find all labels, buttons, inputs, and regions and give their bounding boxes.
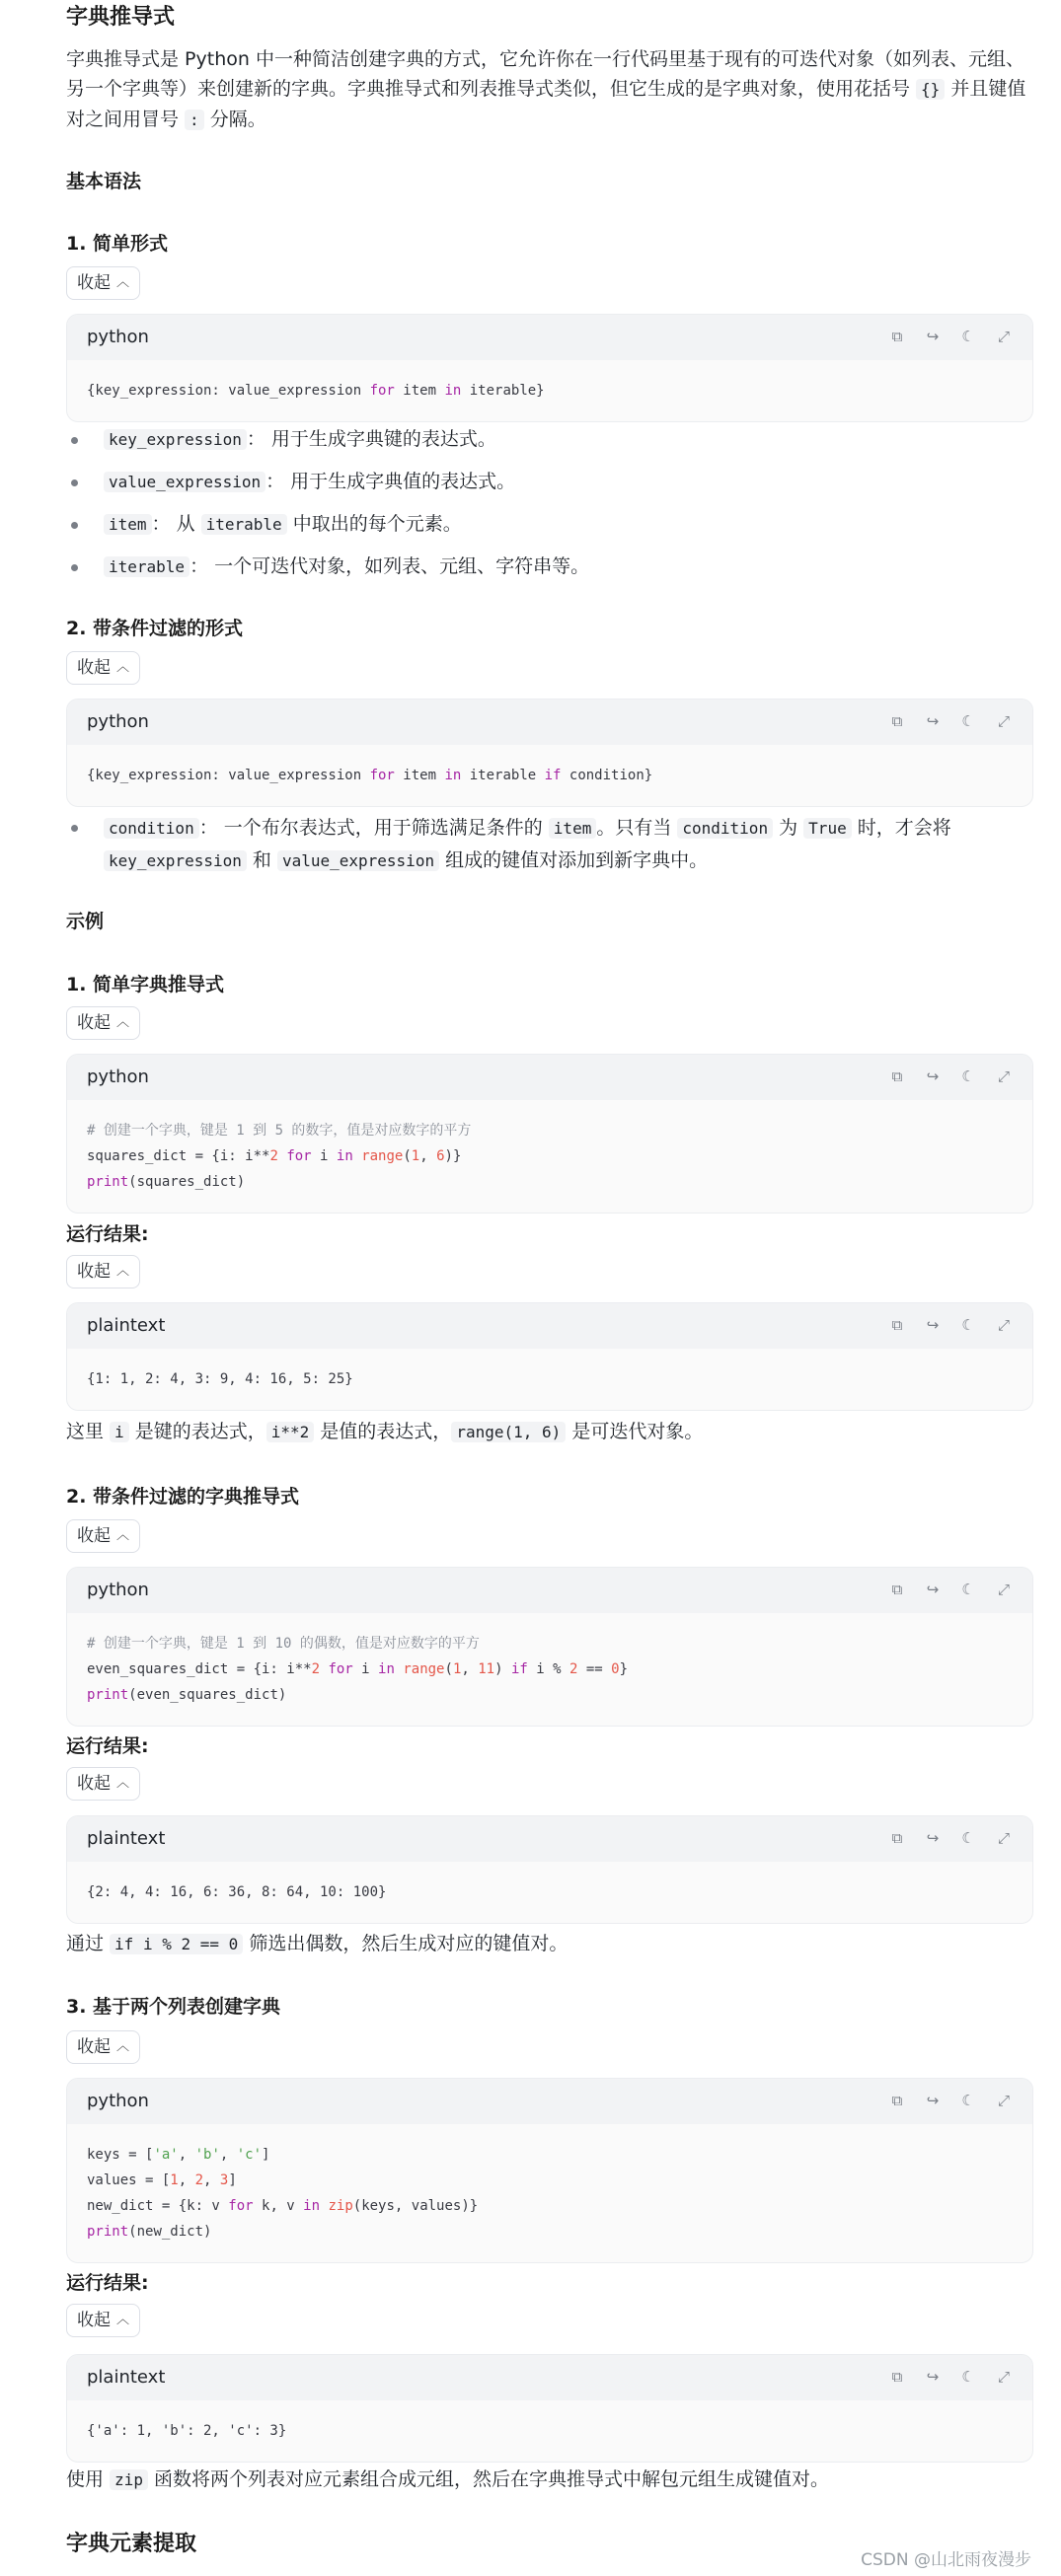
code-language: python: [87, 327, 149, 348]
code-toolbar: [888, 710, 1013, 733]
code-language: python: [87, 711, 149, 733]
theme-icon[interactable]: ☾: [961, 2092, 975, 2110]
chevron-up-icon: ︿: [116, 1014, 130, 1030]
chevron-up-icon: ︿: [116, 1775, 130, 1791]
collapse-button[interactable]: 收起 ︿: [66, 266, 140, 300]
list-item: key_expression ： 用于生成字典键的表达式。: [66, 424, 1033, 455]
code-block: [66, 2078, 1033, 2263]
theme-icon[interactable]: ☾: [961, 1829, 975, 1848]
code-block: [66, 1054, 1033, 1214]
expand-icon[interactable]: ⤢: [997, 1316, 1010, 1335]
code-content: {key_expression: value_expression for item in iterable}: [87, 383, 545, 399]
heading-example-3: 3. 基于两个列表创建字典: [66, 1996, 281, 2018]
code-header: [67, 1568, 1032, 1613]
theme-icon[interactable]: ☾: [961, 328, 975, 346]
share-icon[interactable]: ↪: [926, 2368, 940, 2387]
result-label: 运行结果:: [66, 1223, 149, 1245]
list-item: item ： 从 iterable 中取出的每个元素。: [66, 509, 1033, 540]
code-header: [67, 2355, 1032, 2400]
output-block: [66, 1302, 1033, 1411]
expand-icon[interactable]: ⤢: [997, 712, 1010, 731]
expand-icon[interactable]: ⤢: [997, 328, 1010, 346]
share-icon[interactable]: ↪: [926, 712, 940, 731]
copy-icon[interactable]: ⧉: [891, 1316, 903, 1335]
next-section-heading: 字典元素提取: [66, 2532, 197, 2556]
expand-icon[interactable]: ⤢: [997, 1067, 1010, 1086]
theme-icon[interactable]: ☾: [961, 1067, 975, 1086]
code-toolbar: [888, 1579, 1013, 1601]
code-block: [66, 1567, 1033, 1727]
chevron-up-icon: ︿: [116, 1527, 130, 1543]
chevron-up-icon: ︿: [116, 1263, 130, 1279]
heading-filtered-form: 2. 带条件过滤的形式: [66, 618, 244, 639]
copy-icon[interactable]: ⧉: [891, 1067, 903, 1086]
collapse-button[interactable]: 收起 ︿: [66, 2030, 140, 2064]
theme-icon[interactable]: ☾: [961, 1581, 975, 1599]
expand-icon[interactable]: ⤢: [997, 2368, 1010, 2387]
list-item: condition ： 一个布尔表达式，用于筛选满足条件的 item 。只有当 condition 为 True 时，才会将 key_expression 和 value_expression 组成的键值对添加到新字典中。: [66, 812, 1033, 877]
code-toolbar: [888, 2090, 1013, 2112]
theme-icon[interactable]: ☾: [961, 712, 975, 731]
example-1-note: 这里 i 是键的表达式， i**2 是值的表达式， range(1, 6) 是可迭代对象。: [66, 1421, 704, 1442]
code-content: keys = ['a', 'b', 'c'] values = [1, 2, 3] new_dict = {k: v for k, v in zip(keys, values)} print(new_dict): [87, 2147, 479, 2240]
collapse-button[interactable]: 收起 ︿: [66, 2304, 140, 2337]
expand-icon[interactable]: ⤢: [997, 1829, 1010, 1848]
code-block: [66, 699, 1033, 807]
intro-paragraph: 字典推导式是 Python 中一种简洁创建字典的方式，它允许你在一行代码里基于现有的可迭代对象（如列表、元组、另一个字典等）来创建新的字典。字典推导式和列表推导式类似，但它生成的是字典对象，使用花括号 {} 并且键值对之间用冒号 : 分隔。: [66, 48, 1026, 130]
copy-icon[interactable]: ⧉: [891, 2092, 903, 2110]
example-2-note: 通过 if i % 2 == 0 筛选出偶数，然后生成对应的键值对。: [66, 1933, 568, 1954]
code-content: # 创建一个字典，键是 1 到 5 的数字，值是对应数字的平方 squares_dict = {i: i**2 for i in range(1, 6)} print(squares_dict): [87, 1123, 472, 1190]
code-language: plaintext: [87, 1828, 166, 1850]
code-toolbar: [888, 1314, 1013, 1337]
output-block: [66, 1815, 1033, 1924]
code-content: {key_expression: value_expression for item in iterable if condition}: [87, 768, 653, 783]
copy-icon[interactable]: ⧉: [891, 328, 903, 346]
share-icon[interactable]: ↪: [926, 1829, 940, 1848]
code-toolbar: [888, 326, 1013, 348]
share-icon[interactable]: ↪: [926, 1067, 940, 1086]
bullet-list: [66, 424, 1033, 582]
theme-icon[interactable]: ☾: [961, 1316, 975, 1335]
copy-icon[interactable]: ⧉: [891, 1829, 903, 1848]
share-icon[interactable]: ↪: [926, 1581, 940, 1599]
code-language: plaintext: [87, 1315, 166, 1337]
collapse-button[interactable]: 收起 ︿: [66, 1006, 140, 1040]
code-toolbar: [888, 2366, 1013, 2389]
code-language: plaintext: [87, 2367, 166, 2389]
code-header: [67, 2079, 1032, 2124]
expand-icon[interactable]: ⤢: [997, 1581, 1010, 1599]
example-3-note: 使用 zip 函数将两个列表对应元素组合成元组，然后在字典推导式中解包元组生成键值对。: [66, 2468, 829, 2490]
code-toolbar: [888, 1827, 1013, 1850]
heading-examples: 示例: [66, 911, 105, 932]
bullet-list: [66, 812, 1033, 877]
code-header: [67, 1055, 1032, 1100]
heading-example-2: 2. 带条件过滤的字典推导式: [66, 1486, 300, 1508]
output-block: [66, 2354, 1033, 2463]
collapse-button[interactable]: 收起 ︿: [66, 1767, 140, 1801]
theme-icon[interactable]: ☾: [961, 2368, 975, 2387]
code-language: python: [87, 1580, 149, 1601]
code-header: [67, 1303, 1032, 1349]
code-language: python: [87, 1067, 149, 1088]
chevron-up-icon: ︿: [116, 274, 130, 290]
share-icon[interactable]: ↪: [926, 2092, 940, 2110]
list-item: value_expression ： 用于生成字典值的表达式。: [66, 467, 1033, 497]
copy-icon[interactable]: ⧉: [891, 1581, 903, 1599]
code-content: # 创建一个字典，键是 1 到 10 的偶数，值是对应数字的平方 even_squares_dict = {i: i**2 for i in range(1, 11) if i % 2 == 0} print(even_squares_dict): [87, 1636, 628, 1703]
list-item: iterable ： 一个可迭代对象，如列表、元组、字符串等。: [66, 552, 1033, 582]
copy-icon[interactable]: ⧉: [891, 712, 903, 731]
result-label: 运行结果:: [66, 1735, 149, 1757]
code-toolbar: [888, 1066, 1013, 1088]
collapse-button[interactable]: 收起 ︿: [66, 1255, 140, 1288]
chevron-up-icon: ︿: [116, 2312, 130, 2327]
collapse-button[interactable]: 收起 ︿: [66, 1519, 140, 1553]
share-icon[interactable]: ↪: [926, 1316, 940, 1335]
share-icon[interactable]: ↪: [926, 328, 940, 346]
code-header: [67, 1816, 1032, 1862]
collapse-button[interactable]: 收起 ︿: [66, 651, 140, 685]
code-output: {1: 1, 2: 4, 3: 9, 4: 16, 5: 25}: [87, 1371, 353, 1387]
result-label: 运行结果:: [66, 2272, 149, 2294]
heading-simple-form: 1. 简单形式: [66, 233, 169, 255]
expand-icon[interactable]: ⤢: [997, 2092, 1010, 2110]
chevron-up-icon: ︿: [116, 659, 130, 675]
watermark: CSDN @山北雨夜漫步: [861, 2550, 1031, 2570]
chevron-up-icon: ︿: [116, 2038, 130, 2054]
code-output: {2: 4, 4: 16, 6: 36, 8: 64, 10: 100}: [87, 1884, 387, 1900]
heading-example-1: 1. 简单字典推导式: [66, 974, 225, 995]
heading-basic-syntax: 基本语法: [66, 171, 142, 192]
code-block: [66, 314, 1033, 422]
code-header: [67, 699, 1032, 745]
code-output: {'a': 1, 'b': 2, 'c': 3}: [87, 2423, 287, 2439]
page-title: 字典推导式: [66, 5, 176, 30]
code-header: [67, 315, 1032, 360]
code-language: python: [87, 2091, 149, 2112]
copy-icon[interactable]: ⧉: [891, 2368, 903, 2387]
